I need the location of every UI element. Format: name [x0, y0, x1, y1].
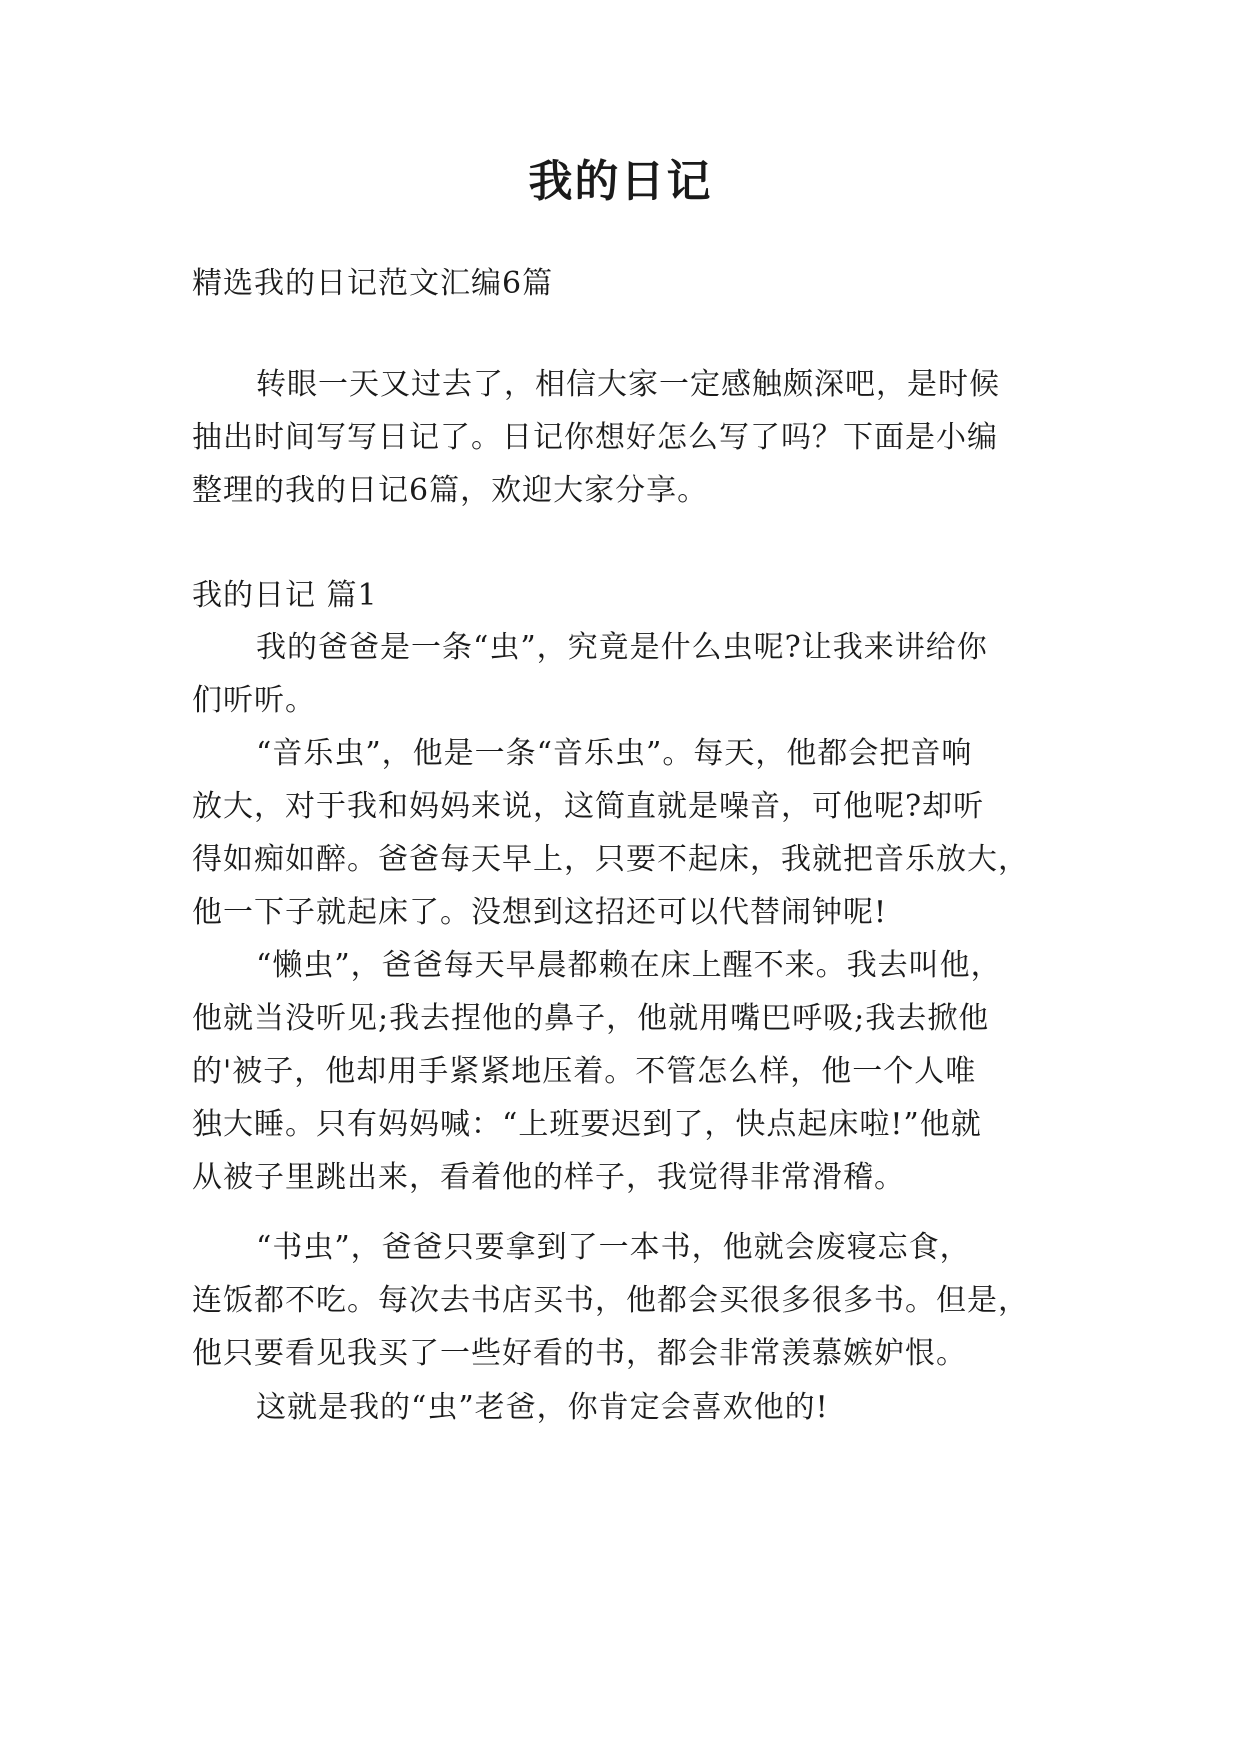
section-heading: 我的日记 篇1	[192, 578, 378, 613]
body-line: 这就是我的“虫”老爸，你肯定会喜欢他的!	[256, 1390, 829, 1425]
body-line: 放大，对于我和妈妈来说，这简直就是噪音，可他呢?却听	[192, 789, 985, 824]
document-subtitle: 精选我的日记范文汇编6篇	[192, 266, 554, 301]
body-line: 他只要看见我买了一些好看的书，都会非常羡慕嫉妒恨。	[192, 1336, 967, 1371]
body-line: “音乐虫”，他是一条“音乐虫”。每天，他都会把音响	[256, 736, 973, 771]
body-line: 得如痴如醉。爸爸每天早上，只要不起床，我就把音乐放大，	[192, 842, 1029, 877]
intro-line: 转眼一天又过去了，相信大家一定感触颇深吧，是时候	[256, 367, 1000, 402]
intro-line: 整理的我的日记6篇，欢迎大家分享。	[192, 473, 709, 508]
document-title: 我的日记	[528, 156, 713, 207]
body-line: 他就当没听见;我去捏他的鼻子，他就用嘴巴呼吸;我去掀他	[192, 1001, 990, 1036]
body-line: “书虫”，爸爸只要拿到了一本书，他就会废寝忘食，	[256, 1230, 971, 1265]
intro-line: 抽出时间写写日记了。日记你想好怎么写了吗？下面是小编	[192, 420, 998, 455]
body-line: 我的爸爸是一条“虫”，究竟是什么虫呢?让我来讲给你	[256, 630, 988, 665]
body-line: 的'被子，他却用手紧紧地压着。不管怎么样，他一个人唯	[192, 1054, 977, 1089]
body-line: 连饭都不吃。每次去书店买书，他都会买很多很多书。但是，	[192, 1283, 1029, 1318]
body-line: 他一下子就起床了。没想到这招还可以代替闹钟呢!	[192, 895, 888, 930]
body-line: 们听听。	[192, 683, 316, 718]
body-line: 从被子里跳出来，看着他的样子，我觉得非常滑稽。	[192, 1160, 905, 1195]
body-line: 独大睡。只有妈妈喊：“上班要迟到了，快点起床啦!”他就	[192, 1107, 982, 1142]
body-line: “懒虫”，爸爸每天早晨都赖在床上醒不来。我去叫他，	[256, 948, 1002, 983]
